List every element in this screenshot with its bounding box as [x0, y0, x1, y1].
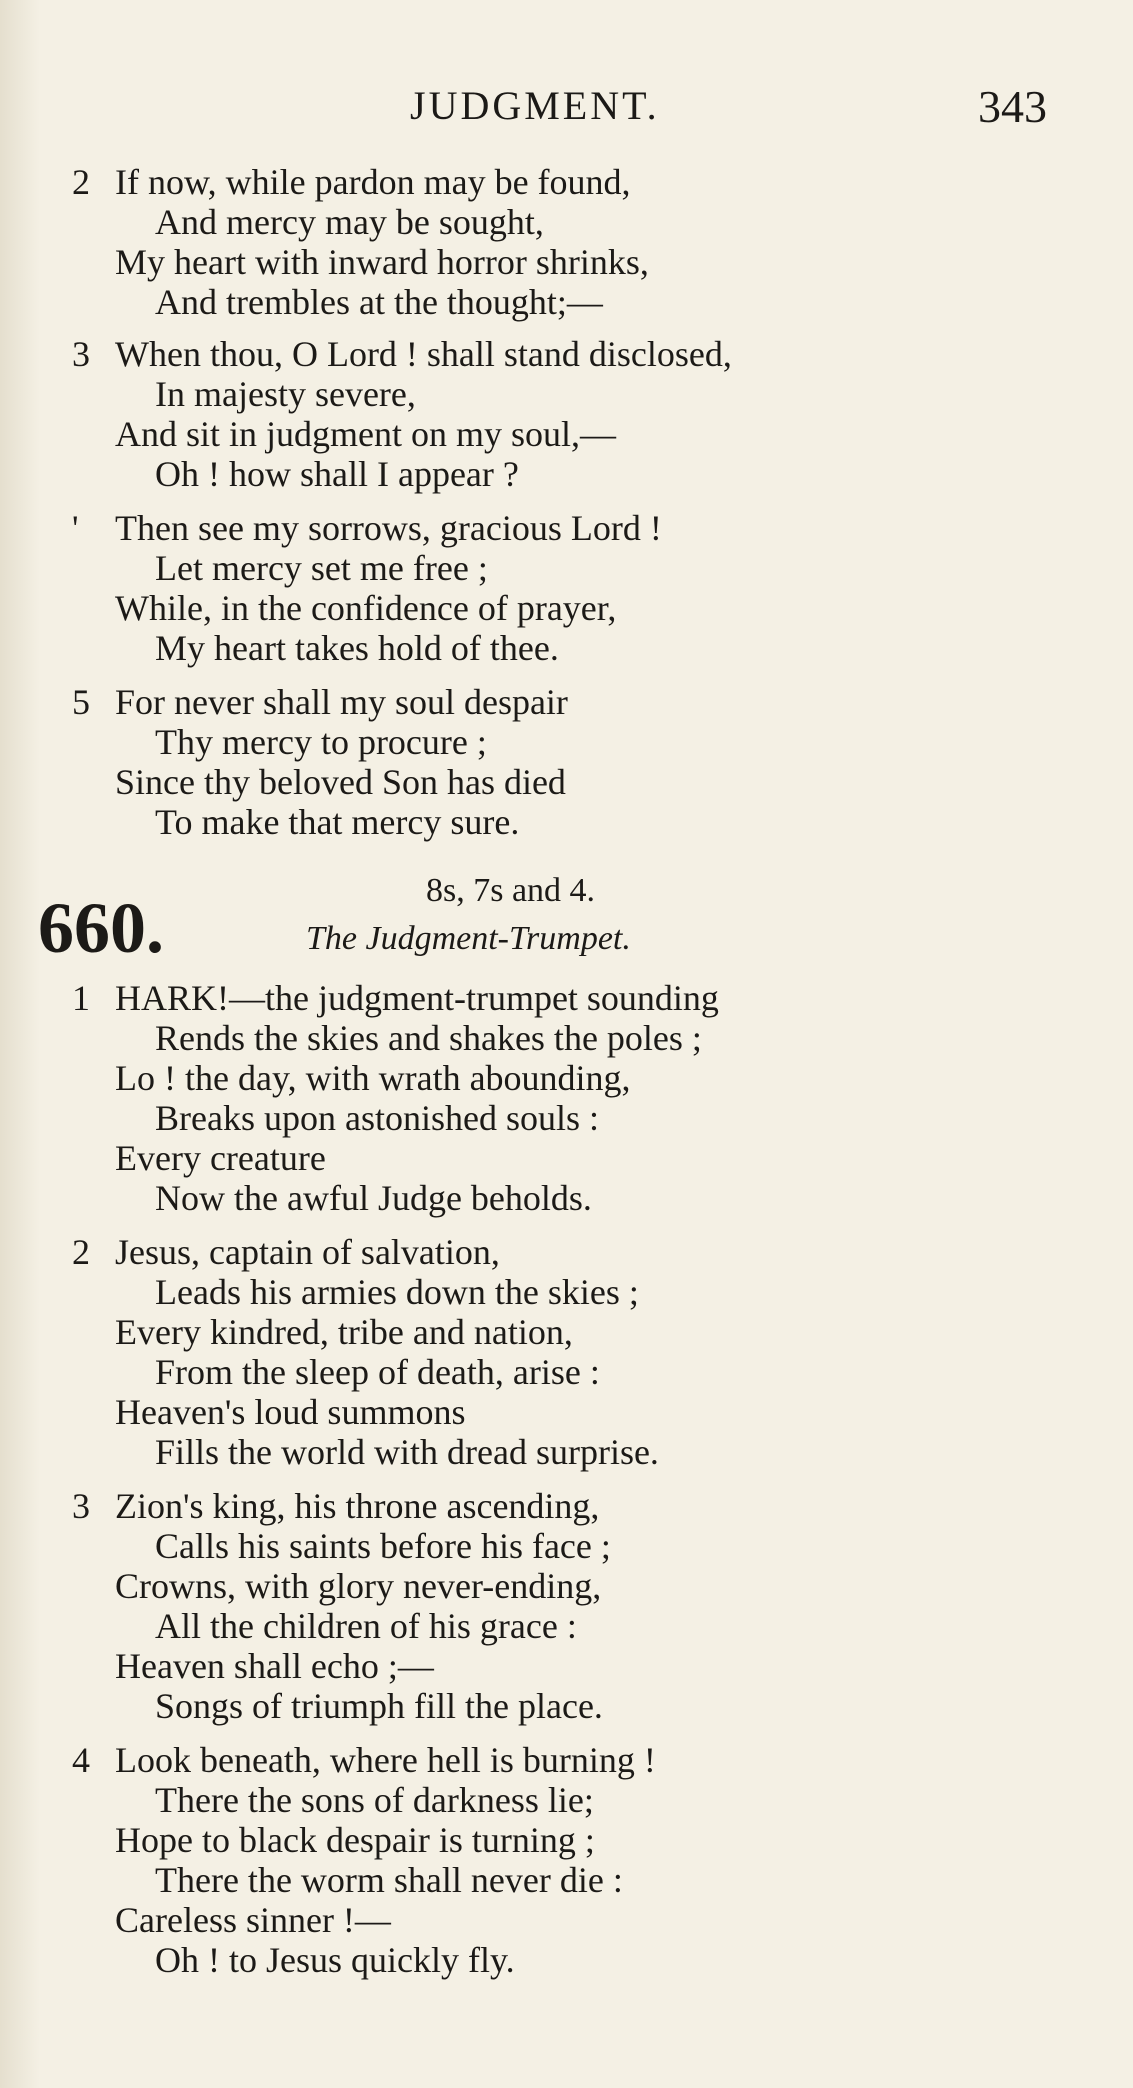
stanza-number: 4: [72, 1740, 90, 1780]
stanza-number: 2: [72, 162, 90, 202]
page-number: 343: [978, 81, 1047, 132]
stanza-line: When thou, O Lord ! shall stand disclosed,: [115, 334, 732, 374]
stanza-line: Hope to black despair is turning ;: [115, 1820, 595, 1860]
stanza-line: All the children of his grace :: [155, 1606, 577, 1646]
stanza-number: 1: [72, 978, 90, 1018]
stanza-line: Thy mercy to procure ;: [155, 722, 487, 762]
stanza-line: Heaven's loud summons: [115, 1392, 466, 1432]
stanza-line: HARK!—the judgment-trumpet sounding: [115, 978, 719, 1018]
stanza-line: Crowns, with glory never-ending,: [115, 1566, 602, 1606]
stanza-number: 2: [72, 1232, 90, 1272]
stanza-line: Fills the world with dread surprise.: [155, 1432, 659, 1472]
stanza-line: Now the awful Judge beholds.: [155, 1178, 592, 1218]
stanza-line: Then see my sorrows, gracious Lord !: [115, 508, 662, 548]
stanza-number: 5: [72, 682, 90, 722]
hymn-meter: 8s, 7s and 4.: [426, 872, 596, 909]
stanza-line: Lo ! the day, with wrath abounding,: [115, 1058, 631, 1098]
stanza-line: Every creature: [115, 1138, 326, 1178]
stanza-line: My heart with inward horror shrinks,: [115, 242, 649, 282]
stanza-line: Calls his saints before his face ;: [155, 1526, 611, 1566]
stanza-line: Let mercy set me free ;: [155, 548, 488, 588]
stanza-line: To make that mercy sure.: [155, 802, 520, 842]
stanza-line: For never shall my soul despair: [115, 682, 568, 722]
stanza-line: Oh ! to Jesus quickly fly.: [155, 1940, 515, 1980]
stanza-line: Zion's king, his throne ascending,: [115, 1486, 600, 1526]
stanza-line: Jesus, captain of salvation,: [115, 1232, 500, 1272]
stanza-line: Rends the skies and shakes the poles ;: [155, 1018, 702, 1058]
stanza-number: 3: [72, 334, 90, 374]
stanza-line: If now, while pardon may be found,: [115, 162, 631, 202]
stanza-line: And sit in judgment on my soul,—: [115, 414, 617, 454]
stanza-line: In majesty severe,: [155, 374, 416, 414]
stanza-line: Songs of triumph fill the place.: [155, 1686, 603, 1726]
stanza-line: Since thy beloved Son has died: [115, 762, 566, 802]
stanza-line: From the sleep of death, arise :: [155, 1352, 600, 1392]
stanza-line: Every kindred, tribe and nation,: [115, 1312, 573, 1352]
stanza-line: Oh ! how shall I appear ?: [155, 454, 519, 494]
stanza-number: ': [72, 508, 79, 548]
stanza-line: While, in the confidence of prayer,: [115, 588, 617, 628]
stanza-line: Leads his armies down the skies ;: [155, 1272, 639, 1312]
hymn-number: 660.: [38, 888, 164, 968]
stanza-line: Careless sinner !—: [115, 1900, 391, 1940]
stanza-line: And mercy may be sought,: [155, 202, 544, 242]
stanza-number: 3: [72, 1486, 90, 1526]
stanza-line: Look beneath, where hell is burning !: [115, 1740, 656, 1780]
stanza-line: There the sons of darkness lie;: [155, 1780, 594, 1820]
stanza-line: There the worm shall never die :: [155, 1860, 623, 1900]
running-header: JUDGMENT.: [410, 83, 660, 128]
stanza-line: My heart takes hold of thee.: [155, 628, 559, 668]
hymn-title: The Judgment-Trumpet.: [306, 920, 631, 957]
stanza-line: And trembles at the thought;—: [155, 282, 603, 322]
stanza-line: Breaks upon astonished souls :: [155, 1098, 599, 1138]
stanza-line: Heaven shall echo ;—: [115, 1646, 434, 1686]
